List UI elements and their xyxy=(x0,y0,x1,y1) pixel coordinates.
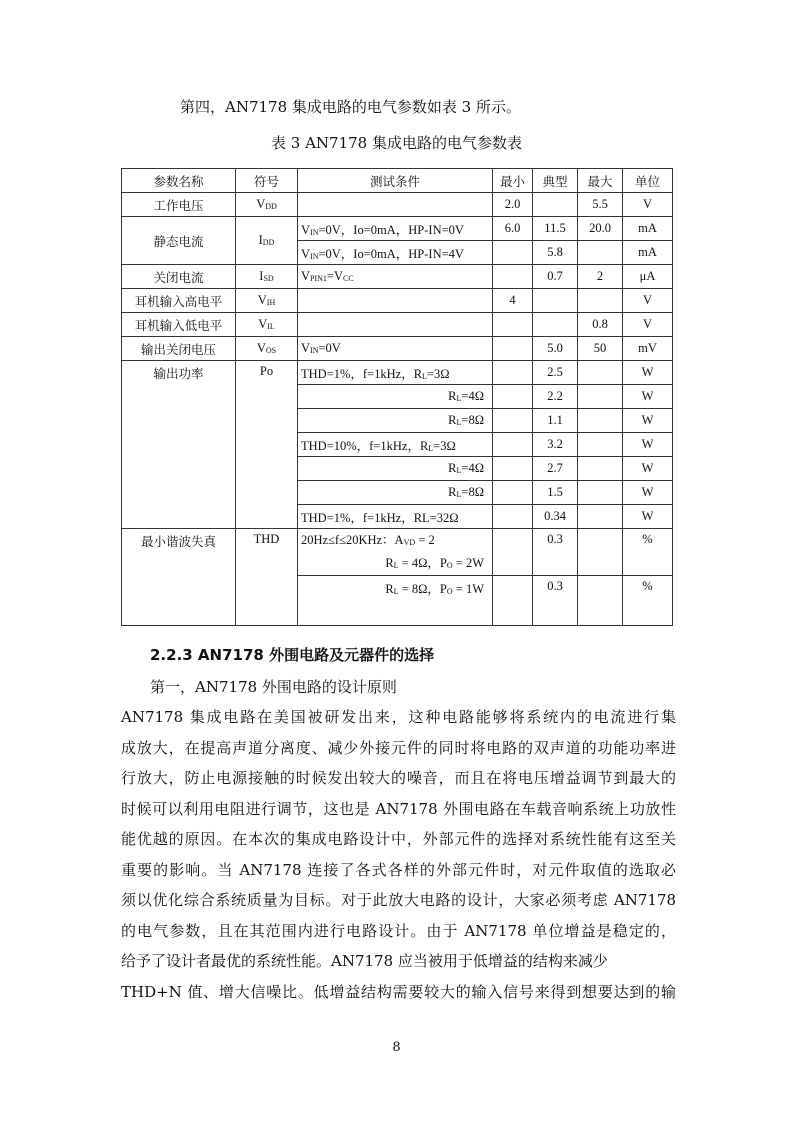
test-condition: VPIN1=VCC xyxy=(298,265,493,289)
unit: V xyxy=(623,193,673,217)
min-value xyxy=(493,457,533,481)
param-name: 静态电流 xyxy=(122,217,236,265)
typ-value: 0.3 xyxy=(533,529,578,576)
text-line: 给予了设计者最优的系统性能。AN7178 应当被用于低增益的结构来减少 xyxy=(121,952,608,970)
typ-value: 0.7 xyxy=(533,265,578,289)
table-row xyxy=(122,337,673,361)
param-symbol: VIL xyxy=(236,313,298,337)
header-cell: 单位 xyxy=(623,169,673,193)
body-paragraph xyxy=(121,702,676,1007)
max-value xyxy=(578,529,623,576)
unit: W xyxy=(623,361,673,385)
test-condition xyxy=(298,289,493,313)
section-heading: 2.2.3 AN7178 外围电路及元器件的选择 xyxy=(150,646,435,664)
unit: W xyxy=(623,409,673,433)
max-value: 50 xyxy=(578,337,623,361)
min-value xyxy=(493,505,533,529)
typ-value: 0.3 xyxy=(533,576,578,626)
max-value xyxy=(578,505,623,529)
typ-value: 5.0 xyxy=(533,337,578,361)
param-name: 耳机输入低电平 xyxy=(122,313,236,337)
param-name: 耳机输入高电平 xyxy=(122,289,236,313)
max-value: 2 xyxy=(578,265,623,289)
unit: V xyxy=(623,289,673,313)
text-line: AN7178 集成电路在美国被研发出来，这种电路能够将系统内的电流进行集 xyxy=(121,708,676,726)
param-symbol: Po xyxy=(236,361,298,529)
typ-value: 2.5 xyxy=(533,361,578,385)
table-row xyxy=(122,217,673,241)
unit: mA xyxy=(623,241,673,265)
max-value: 0.8 xyxy=(578,313,623,337)
page-number: 8 xyxy=(392,1040,401,1055)
param-symbol: VOS xyxy=(236,337,298,361)
test-condition: RL=4Ω xyxy=(298,385,493,409)
test-condition: THD=1%，f=1kHz，RL=32Ω xyxy=(298,505,493,529)
min-value xyxy=(493,409,533,433)
param-name: 工作电压 xyxy=(122,193,236,217)
param-name: 关闭电流 xyxy=(122,265,236,289)
unit: W xyxy=(623,505,673,529)
min-value: 4 xyxy=(493,289,533,313)
test-condition xyxy=(298,529,493,576)
table-row xyxy=(122,529,673,576)
test-condition: VIN=0V xyxy=(298,337,493,361)
max-value xyxy=(578,385,623,409)
test-condition xyxy=(298,193,493,217)
param-symbol: IDD xyxy=(236,217,298,265)
max-value xyxy=(578,433,623,457)
test-condition: RL = 8Ω，PO = 1W xyxy=(298,576,493,626)
max-value xyxy=(578,481,623,505)
unit: W xyxy=(623,433,673,457)
test-condition: THD=10%，f=1kHz，RL=3Ω xyxy=(298,433,493,457)
max-value xyxy=(578,361,623,385)
text-line: THD+N 值、增大信噪比。低增益结构需要较大的输入信号来得到想要达到的输 xyxy=(121,982,676,1001)
header-cell: 测试条件 xyxy=(298,169,493,193)
param-name: 输出关闭电压 xyxy=(122,337,236,361)
typ-value: 1.5 xyxy=(533,481,578,505)
min-value xyxy=(493,576,533,626)
electrical-parameters-table xyxy=(121,168,673,626)
min-value xyxy=(493,529,533,576)
header-cell: 最小 xyxy=(493,169,533,193)
max-value: 20.0 xyxy=(578,217,623,241)
text-line: 重要的影响。当 AN7178 连接了各式各样的外部元件时，对元件取值的选取必 xyxy=(121,860,676,879)
table-row xyxy=(122,265,673,289)
text-line: 须以优化综合系统质量为目标。对于此放大电路的设计，大家必须考虑 AN7178 xyxy=(121,891,676,909)
table-row xyxy=(122,289,673,313)
param-symbol: VDD xyxy=(236,193,298,217)
min-value xyxy=(493,361,533,385)
param-name: 输出功率 xyxy=(122,361,236,529)
unit: mA xyxy=(623,217,673,241)
table-row xyxy=(122,313,673,337)
min-value xyxy=(493,337,533,361)
test-condition: VIN=0V，Io=0mA，HP-IN=4V xyxy=(298,241,493,265)
typ-value xyxy=(533,313,578,337)
param-symbol: ISD xyxy=(236,265,298,289)
header-cell: 典型 xyxy=(533,169,578,193)
unit: W xyxy=(623,457,673,481)
typ-value: 3.2 xyxy=(533,433,578,457)
min-value xyxy=(493,313,533,337)
test-condition: RL=4Ω xyxy=(298,457,493,481)
intro-paragraph: 第四，AN7178 集成电路的电气参数如表 3 所示。 xyxy=(180,98,521,116)
table-caption: 表 3 AN7178 集成电路的电气参数表 xyxy=(271,134,522,152)
text-line: 行放大，防止电源接触的时候发出较大的噪音，而且在将电压增益调节到最大的 xyxy=(121,769,676,787)
header-cell: 最大 xyxy=(578,169,623,193)
max-value xyxy=(578,241,623,265)
header-cell: 参数名称 xyxy=(122,169,236,193)
text-line: 能优越的原因。在本次的集成电路设计中，外部元件的选择对系统性能有这至关 xyxy=(121,830,676,848)
text-line: 的电气参数，且在其范围内进行电路设计。由于 AN7178 单位增益是稳定的， xyxy=(121,921,676,940)
unit: mV xyxy=(623,337,673,361)
max-value: 5.5 xyxy=(578,193,623,217)
max-value xyxy=(578,576,623,626)
typ-value: 2.7 xyxy=(533,457,578,481)
max-value xyxy=(578,457,623,481)
subsection-paragraph: 第一，AN7178 外围电路的设计原则 xyxy=(150,678,397,696)
typ-value xyxy=(533,289,578,313)
unit: % xyxy=(623,529,673,576)
typ-value: 11.5 xyxy=(533,217,578,241)
unit: % xyxy=(623,576,673,626)
min-value xyxy=(493,265,533,289)
table-row xyxy=(122,193,673,217)
condition-line: RL = 4Ω，PO = 2W xyxy=(385,556,484,570)
header-cell: 符号 xyxy=(236,169,298,193)
min-value: 2.0 xyxy=(493,193,533,217)
param-name: 最小谐波失真 xyxy=(122,529,236,626)
min-value xyxy=(493,241,533,265)
test-condition: VIN=0V，Io=0mA，HP-IN=0V xyxy=(298,217,493,241)
text-line: 成放大，在提高声道分离度、减少外接元件的同时将电路的双声道的功能功率进 xyxy=(121,738,676,757)
unit: V xyxy=(623,313,673,337)
condition-line: 20Hz≤f≤20KHz：AVD = 2 xyxy=(301,533,435,547)
param-symbol: VIH xyxy=(236,289,298,313)
min-value xyxy=(493,433,533,457)
max-value xyxy=(578,409,623,433)
unit: W xyxy=(623,481,673,505)
unit: W xyxy=(623,385,673,409)
min-value xyxy=(493,385,533,409)
test-condition: THD=1%，f=1kHz，RL=3Ω xyxy=(298,361,493,385)
text-line: 时候可以利用电阻进行调节，这也是 AN7178 外围电路在车载音响系统上功放性 xyxy=(121,799,676,818)
typ-value: 1.1 xyxy=(533,409,578,433)
param-symbol: THD xyxy=(236,529,298,626)
min-value: 6.0 xyxy=(493,217,533,241)
max-value xyxy=(578,289,623,313)
min-value xyxy=(493,481,533,505)
typ-value: 5.8 xyxy=(533,241,578,265)
table-header-row xyxy=(122,169,673,193)
test-condition xyxy=(298,313,493,337)
typ-value: 0.34 xyxy=(533,505,578,529)
unit: μA xyxy=(623,265,673,289)
test-condition: RL=8Ω xyxy=(298,481,493,505)
typ-value: 2.2 xyxy=(533,385,578,409)
typ-value xyxy=(533,193,578,217)
table-row xyxy=(122,361,673,385)
test-condition: RL=8Ω xyxy=(298,409,493,433)
